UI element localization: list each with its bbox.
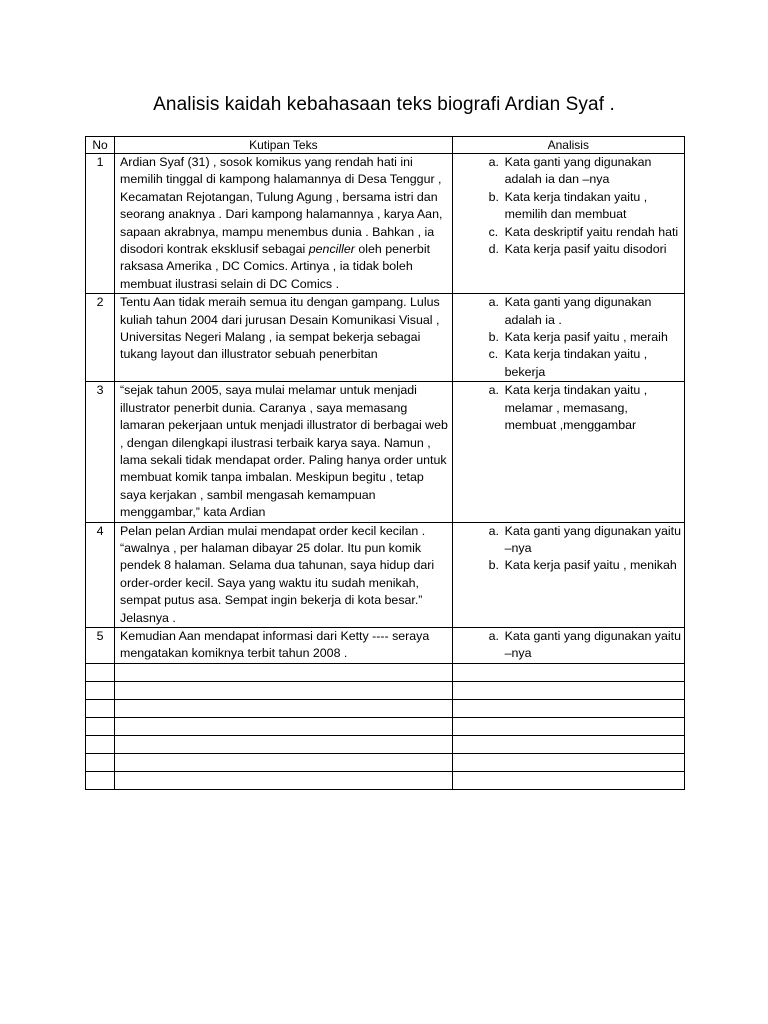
kutipan-text: Ardian Syaf (31) , sosok komikus yang rendah hati ini memilih tinggal di kampong halamannya di Desa Tenggur , Kecamatan Rejotangan, Tulung Agung , bersama istri dan seorang anaknya . Dari kampong halamannya , karya Aan, sapaan akrabnya, mampu menembus dunia . Bahkan , ia disodori kontrak eksklusif sebagai <box>120 155 443 257</box>
analisis-item <box>453 523 682 558</box>
empty-row <box>86 753 685 771</box>
item-text: Kata ganti yang digunakan adalah ia dan –nya <box>504 155 652 187</box>
analisis-item <box>453 154 682 189</box>
header-analisis: Analisis <box>452 137 684 154</box>
row-number: 1 <box>86 154 115 294</box>
table-row <box>86 154 685 294</box>
analysis-table <box>85 136 685 790</box>
item-letter: a. <box>488 295 499 310</box>
item-letter: b. <box>488 189 499 204</box>
item-text: Kata ganti yang digunakan yaitu –nya <box>504 523 681 555</box>
page-title: Analisis kaidah kebahasaan teks biografi Ardian Syaf . <box>153 94 615 115</box>
kutipan-text: Kemudian Aan mendapat informasi dari Ketty ---- seraya mengatakan komiknya terbit tahun 2008 . <box>115 627 453 663</box>
item-letter: b. <box>488 330 499 345</box>
row-number: 2 <box>86 294 115 382</box>
empty-row <box>86 735 685 753</box>
analisis-item <box>453 628 682 663</box>
analisis-item <box>453 189 682 224</box>
row-number: 3 <box>86 382 115 522</box>
header-kutipan: Kutipan Teks <box>115 137 453 154</box>
item-letter: a. <box>488 155 499 169</box>
table-row <box>86 627 685 663</box>
item-text: Kata kerja tindakan yaitu , bekerja <box>504 347 648 379</box>
item-text: Kata ganti yang digunakan adalah ia . <box>504 295 652 327</box>
table-row <box>86 294 685 382</box>
kutipan-text: oleh penerbit raksasa Amerika , DC Comics. Artinya , ia tidak boleh membuat ilustrasi selain di DC Comics . <box>120 242 431 291</box>
item-letter: b. <box>488 558 499 573</box>
table-row <box>86 522 685 627</box>
item-text: Kata kerja pasif yaitu , menikah <box>504 558 677 573</box>
empty-row <box>86 717 685 735</box>
row-number: 4 <box>86 522 115 627</box>
empty-row <box>86 663 685 681</box>
item-text: Kata deskriptif yaitu rendah hati <box>504 224 679 239</box>
kutipan-text: “sejak tahun 2005, saya mulai melamar untuk menjadi illustrator penerbit dunia. Caranya , saya memasang lamaran pekerjaan untuk menjadi illustrator di berbagai web , dengan dilengkapi ilustrasi terbaik karya saya. Namun , lama sekali tidak mendapat order. Paling hanya order untuk membuat komik tanpa imbalan. Meskipun begitu , tetap saya kerjakan , sambil mengasah kemampuan menggambar,” kata Ardian <box>115 382 453 522</box>
analisis-cell <box>452 627 684 663</box>
item-text: Kata kerja pasif yaitu , meraih <box>504 330 668 345</box>
row-number: 5 <box>86 627 115 663</box>
table-header-row <box>86 137 685 154</box>
analisis-item <box>453 346 682 381</box>
analisis-cell <box>452 382 684 522</box>
analisis-cell <box>452 154 684 294</box>
item-letter: a. <box>488 628 499 643</box>
table-row <box>86 382 685 522</box>
item-letter: a. <box>488 523 499 538</box>
analisis-item <box>453 329 682 346</box>
analisis-item <box>453 382 682 434</box>
item-text: Kata kerja pasif yaitu disodori <box>504 242 667 257</box>
analisis-item <box>453 241 682 258</box>
item-letter: c. <box>488 347 499 362</box>
analisis-cell <box>452 294 684 382</box>
kutipan-italic-term: penciller <box>308 242 355 257</box>
analisis-item <box>453 224 682 241</box>
item-letter: a. <box>488 383 499 398</box>
item-text: Kata kerja tindakan yaitu , memilih dan membuat <box>504 189 648 222</box>
analisis-item <box>453 294 682 329</box>
kutipan-text: Tentu Aan tidak meraih semua itu dengan gampang. Lulus kuliah tahun 2004 dari jurusan Desain Komunikasi Visual , Universitas Negeri Malang , ia sempat bekerja sebagai tukang layout dan illustrator sebuah penerbitan <box>115 294 453 382</box>
header-no: No <box>86 137 115 154</box>
analisis-cell <box>452 522 684 627</box>
item-letter: c. <box>488 224 499 239</box>
kutipan-text: Pelan pelan Ardian mulai mendapat order kecil kecilan . “awalnya , per halaman dibayar 25 dolar. Itu pun komik pendek 8 halaman. Selama dua tahunan, saya hidup dari order-order kecil. Saya yang waktu itu sudah menikah, sempat putus asa. Sempat ingin bekerja di kota besar.” Jelasnya . <box>115 522 453 627</box>
kutipan-cell <box>115 154 453 294</box>
empty-row <box>86 681 685 699</box>
item-text: Kata kerja tindakan yaitu , melamar , memasang, membuat ,menggambar <box>504 383 648 433</box>
empty-row <box>86 699 685 717</box>
analisis-item <box>453 557 682 574</box>
item-text: Kata ganti yang digunakan yaitu –nya <box>504 628 681 661</box>
item-letter: d. <box>488 242 499 257</box>
empty-row <box>86 771 685 789</box>
